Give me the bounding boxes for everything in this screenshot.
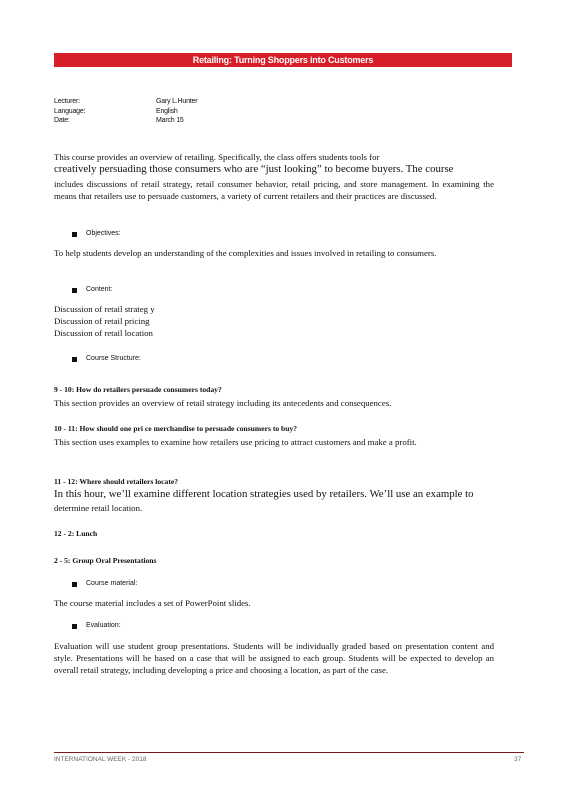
session-2-text: This section uses examples to examine how retailers use pricing to attract customers and make a profit. [54,437,417,447]
lecturer-row [54,97,254,107]
intro-line-1: This course provides an overview of retailing. Specifically, the class offers students tools for [54,152,380,162]
bullet-square-icon [72,624,77,629]
session-4-heading: 2 - 5: Group Oral Presentations [54,556,157,565]
objectives-heading [72,229,121,239]
bullet-square-icon [72,288,77,293]
session-2-heading: 10 - 11: How should one pri ce merchandise to persuade consumers to buy? [54,424,298,433]
date-row [54,116,254,126]
footer-divider [54,752,524,753]
course-material-label: Course material: [86,580,138,587]
session-3-heading: 11 - 12: Where should retailers locate? [54,477,179,486]
session-3-text-line-2: determine retail location. [54,503,143,513]
course-material-text: The course material includes a set of PowerPoint slides. [54,598,251,608]
content-label: Content: [86,286,113,293]
content-heading [72,285,112,295]
content-item: Discussion of retail pricing [54,316,150,326]
date-label: Date: [54,117,70,124]
bullet-square-icon [72,582,77,587]
course-title-banner: Retailing: Turning Shoppers into Customers [54,53,512,67]
session-1-heading: 9 - 10: How do retailers persuade consumers today? [54,385,222,394]
lecturer-label: Lecturer: [54,98,80,105]
session-1-text: This section provides an overview of retail strategy including its antecedents and consequences. [54,398,392,408]
session-3-text-line-1: In this hour, we’ll examine different location strategies used by retailers. We’ll use an example to [54,488,474,500]
objectives-text: To help students develop an understanding of the complexities and issues involved in retailing to consumers. [54,248,437,258]
page-number: 37 [514,756,522,763]
language-row [54,107,254,117]
evaluation-heading [72,621,121,631]
intro-line-2: creatively persuading those consumers who are “just looking” to become buyers. The course [54,163,454,175]
content-list [54,303,354,339]
bullet-square-icon [72,232,77,237]
lunch-heading: 12 - 2: Lunch [54,529,98,538]
bullet-square-icon [72,357,77,362]
evaluation-text: Evaluation will use student group presentations. Students will be individually graded based on presentation content and style. Presentations will be based on a case that will be assigned to each group. Students will be expected to develop an overall retail strategy, including developing a price and choosing a location, as part of the case. [54,641,494,675]
course-structure-label: Course Structure: [86,355,141,362]
lecturer-value: Gary L.Hunter [156,98,198,105]
date-value: March 15 [156,117,184,124]
intro-line-3: includes discussions of retail strategy, retail consumer behavior, retail pricing, and store management. In examining the means that retailers use to persuade customers, a variety of current retailers and their practices are discussed. [54,179,494,201]
content-item: Discussion of retail strateg y [54,304,155,314]
course-meta [54,97,254,126]
course-structure-heading [72,354,141,364]
language-label: Language: [54,107,86,115]
language-value: English [156,107,178,115]
content-item: Discussion of retail location [54,328,153,338]
objectives-label: Objectives: [86,230,121,237]
course-material-heading [72,579,137,589]
evaluation-label: Evaluation: [86,622,121,629]
footer-event-label: INTERNATIONAL WEEK - 2018 [54,756,147,763]
